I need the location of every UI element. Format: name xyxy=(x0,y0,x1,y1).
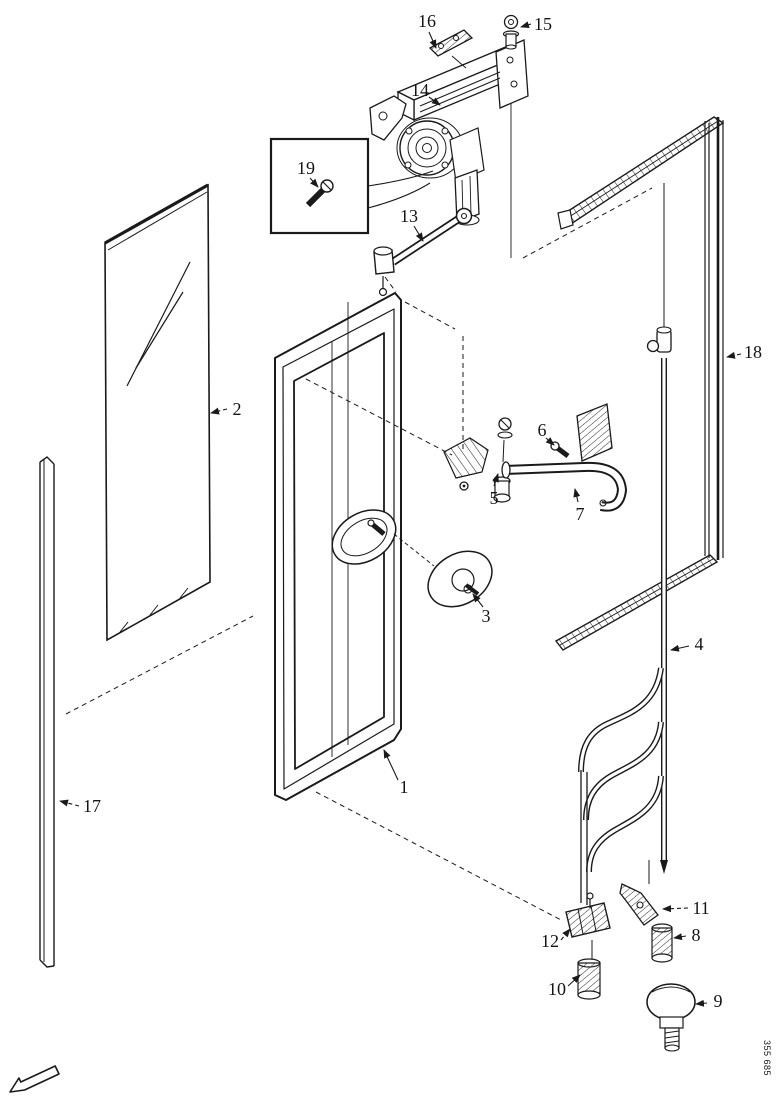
part-7-handle-group xyxy=(444,404,622,507)
part-label-13: 13 xyxy=(400,206,418,226)
part-11-bracket xyxy=(620,860,658,925)
part-13-rod xyxy=(374,209,472,296)
part-10-clip xyxy=(578,959,600,999)
handle-mount-bracket xyxy=(444,438,488,478)
part-4-guide-rail xyxy=(581,183,671,905)
part-label-6: 6 xyxy=(537,420,547,440)
direction-arrow-icon xyxy=(10,1066,59,1092)
part-2-glass xyxy=(105,185,210,640)
part-label-9: 9 xyxy=(713,991,723,1011)
rail-fitting xyxy=(648,327,672,352)
part-16-bracket xyxy=(430,30,472,68)
part-label-18: 18 xyxy=(744,342,762,362)
part-label-11: 11 xyxy=(692,898,710,918)
part-8-clip xyxy=(652,924,672,962)
part-label-12: 12 xyxy=(541,931,559,951)
part-18-channel xyxy=(556,117,723,650)
part-label-17: 17 xyxy=(83,796,101,816)
part-label-4: 4 xyxy=(694,634,704,654)
part-3-plates xyxy=(322,499,502,618)
part-14-regulator-assembly xyxy=(370,40,528,225)
part-label-19: 19 xyxy=(297,158,315,178)
part-label-1: 1 xyxy=(399,777,409,797)
part-label-7: 7 xyxy=(575,504,585,524)
part-label-5: 5 xyxy=(489,488,499,508)
part-label-8: 8 xyxy=(691,925,701,945)
part-12-clamp xyxy=(566,893,610,960)
part-15-bolt xyxy=(504,16,519,50)
part-label-16: 16 xyxy=(418,11,436,31)
part-label-14: 14 xyxy=(411,80,429,100)
part-label-3: 3 xyxy=(481,606,491,626)
figure-number: 355 685 xyxy=(762,1040,772,1077)
handle-escutcheon xyxy=(577,404,612,461)
part-label-2: 2 xyxy=(232,399,242,419)
part-17-strip xyxy=(40,457,54,967)
part-9-knob xyxy=(647,984,695,1051)
part-label-10: 10 xyxy=(548,979,566,999)
part-label-15: 15 xyxy=(534,14,552,34)
